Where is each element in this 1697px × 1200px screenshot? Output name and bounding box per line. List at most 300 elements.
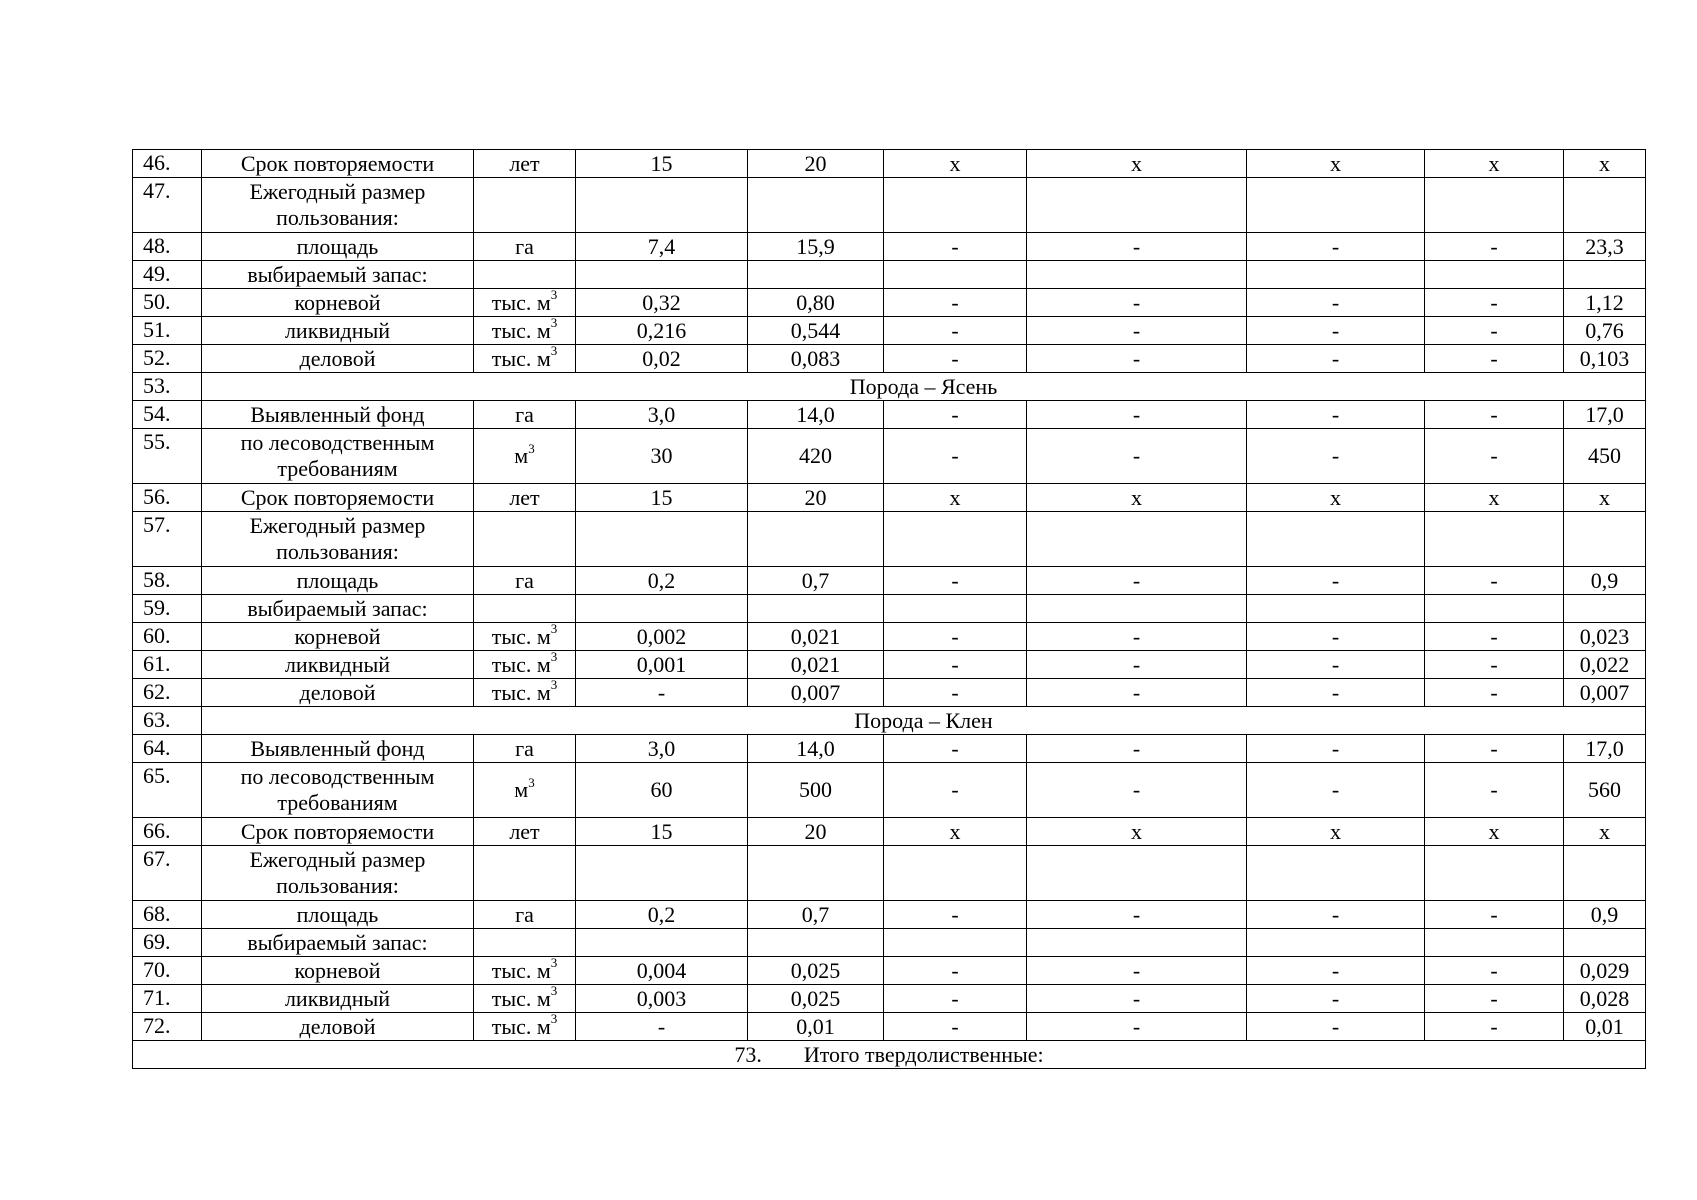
value-cell: - — [1027, 233, 1247, 261]
unit-text: тыс. м — [491, 623, 551, 649]
row-label: деловой — [202, 345, 474, 373]
row-number: 62. — [133, 679, 202, 707]
row-number: 51. — [133, 317, 202, 345]
value-cell — [576, 595, 748, 623]
value-cell — [1425, 178, 1564, 233]
row-number: 71. — [133, 985, 202, 1013]
value-cell: 0,029 — [1564, 957, 1646, 985]
unit-cell — [474, 679, 576, 707]
value-cell: 420 — [748, 429, 884, 484]
value-cell: - — [1247, 679, 1425, 707]
table-row — [133, 150, 1646, 178]
value-cell — [884, 595, 1027, 623]
value-cell: - — [576, 1013, 748, 1041]
unit-text: лет — [509, 484, 540, 510]
value-cell: - — [1027, 735, 1247, 763]
row-label: площадь — [202, 567, 474, 595]
table-row — [133, 484, 1646, 512]
unit-cell — [474, 567, 576, 595]
value-cell — [748, 595, 884, 623]
unit-superscript: 3 — [550, 956, 558, 971]
row-number: 57. — [133, 512, 202, 567]
value-cell: - — [576, 679, 748, 707]
unit-cell — [474, 1013, 576, 1041]
unit-text: тыс. м — [491, 1013, 551, 1039]
unit-superscript: 3 — [528, 774, 535, 790]
value-cell: 0,76 — [1564, 317, 1646, 345]
value-cell: - — [1425, 289, 1564, 317]
row-label: по лесоводственным требованиям — [202, 429, 474, 484]
value-cell — [884, 846, 1027, 901]
unit-text: га — [515, 233, 534, 259]
row-number: 68. — [133, 901, 202, 929]
value-cell: x — [1027, 818, 1247, 846]
row-label: площадь — [202, 233, 474, 261]
value-cell: - — [1247, 1013, 1425, 1041]
row-number: 64. — [133, 735, 202, 763]
unit-text: тыс. м — [491, 289, 551, 315]
value-cell: - — [1247, 401, 1425, 429]
row-number: 60. — [133, 623, 202, 651]
row-number: 73. — [734, 1041, 762, 1067]
value-cell: 0,007 — [1564, 679, 1646, 707]
value-cell: - — [884, 401, 1027, 429]
value-cell: 0,02 — [576, 345, 748, 373]
value-cell: 0,025 — [748, 985, 884, 1013]
value-cell: - — [884, 735, 1027, 763]
value-cell: - — [1425, 763, 1564, 818]
unit-cell — [474, 401, 576, 429]
unit-superscript: 3 — [550, 316, 558, 331]
value-cell: - — [1027, 401, 1247, 429]
value-cell: - — [1027, 623, 1247, 651]
value-cell — [1247, 261, 1425, 289]
table-row — [133, 818, 1646, 846]
value-cell: - — [1247, 345, 1425, 373]
value-cell: x — [1564, 150, 1646, 178]
value-cell: 0,004 — [576, 957, 748, 985]
value-cell: - — [884, 901, 1027, 929]
value-cell: - — [1425, 679, 1564, 707]
row-number: 54. — [133, 401, 202, 429]
unit-cell — [474, 429, 576, 484]
value-cell: x — [1247, 150, 1425, 178]
value-cell: x — [884, 150, 1027, 178]
value-cell — [576, 846, 748, 901]
section-row — [133, 373, 1646, 401]
row-number: 49. — [133, 261, 202, 289]
value-cell: 7,4 — [576, 233, 748, 261]
value-cell: 560 — [1564, 763, 1646, 818]
value-cell: - — [1425, 735, 1564, 763]
value-cell: - — [1027, 901, 1247, 929]
row-number: 56. — [133, 484, 202, 512]
row-label: Ежегодный размер пользования: — [202, 178, 474, 233]
value-cell: - — [1027, 679, 1247, 707]
unit-cell — [474, 651, 576, 679]
total-row — [133, 1041, 1646, 1069]
unit-superscript: 3 — [550, 288, 558, 303]
unit-text: га — [515, 401, 534, 427]
value-cell: 15,9 — [748, 233, 884, 261]
row-label: по лесоводственным требованиям — [202, 763, 474, 818]
value-cell: 0,021 — [748, 651, 884, 679]
value-cell: - — [1425, 623, 1564, 651]
unit-cell — [474, 957, 576, 985]
row-label: Срок повторяемости — [202, 150, 474, 178]
value-cell — [748, 261, 884, 289]
value-cell: - — [884, 651, 1027, 679]
unit-cell — [474, 763, 576, 818]
value-cell — [1027, 595, 1247, 623]
unit-text: м — [514, 443, 529, 468]
value-cell: 60 — [576, 763, 748, 818]
row-label: ликвидный — [202, 985, 474, 1013]
table-row — [133, 763, 1646, 818]
value-cell: - — [1425, 985, 1564, 1013]
unit-cell — [474, 846, 576, 901]
value-cell: 0,01 — [748, 1013, 884, 1041]
value-cell: - — [1425, 233, 1564, 261]
row-number: 65. — [133, 763, 202, 818]
unit-superscript: 3 — [550, 1012, 558, 1027]
value-cell — [576, 178, 748, 233]
value-cell: - — [1425, 345, 1564, 373]
value-cell — [1564, 261, 1646, 289]
unit-cell — [474, 345, 576, 373]
value-cell — [1027, 261, 1247, 289]
value-cell: 0,021 — [748, 623, 884, 651]
value-cell: 23,3 — [1564, 233, 1646, 261]
unit-cell — [474, 595, 576, 623]
value-cell: x — [1247, 484, 1425, 512]
value-cell: - — [1027, 289, 1247, 317]
table-body — [133, 150, 1646, 1069]
row-label: корневой — [202, 957, 474, 985]
value-cell — [748, 846, 884, 901]
row-number: 72. — [133, 1013, 202, 1041]
row-label: корневой — [202, 289, 474, 317]
table-row — [133, 929, 1646, 957]
row-number: 58. — [133, 567, 202, 595]
row-label: Ежегодный размер пользования: — [202, 846, 474, 901]
value-cell: 0,216 — [576, 317, 748, 345]
value-cell: - — [1425, 567, 1564, 595]
value-cell: 0,001 — [576, 651, 748, 679]
value-cell: - — [1027, 763, 1247, 818]
unit-text: тыс. м — [491, 957, 551, 983]
row-label: деловой — [202, 1013, 474, 1041]
table-row — [133, 233, 1646, 261]
value-cell — [1425, 595, 1564, 623]
unit-cell — [474, 289, 576, 317]
total-title: Итого твердолиственные: — [803, 1041, 1044, 1067]
value-cell — [1247, 846, 1425, 901]
unit-text: га — [515, 901, 534, 927]
value-cell — [1564, 595, 1646, 623]
value-cell: 0,007 — [748, 679, 884, 707]
value-cell: - — [1027, 651, 1247, 679]
table-row — [133, 735, 1646, 763]
value-cell: - — [884, 985, 1027, 1013]
value-cell: 0,9 — [1564, 567, 1646, 595]
value-cell: - — [884, 763, 1027, 818]
value-cell: - — [884, 429, 1027, 484]
row-label: Выявленный фонд — [202, 735, 474, 763]
total-cell — [133, 1041, 1646, 1069]
value-cell — [1425, 929, 1564, 957]
unit-text: тыс. м — [491, 985, 551, 1011]
table-row — [133, 178, 1646, 233]
value-cell — [1247, 929, 1425, 957]
row-label: ликвидный — [202, 317, 474, 345]
value-cell — [884, 178, 1027, 233]
value-cell: 0,32 — [576, 289, 748, 317]
value-cell: - — [884, 345, 1027, 373]
data-table — [132, 149, 1646, 1069]
row-number: 63. — [133, 707, 202, 735]
unit-cell — [474, 901, 576, 929]
unit-superscript: 3 — [550, 344, 558, 359]
row-label: Ежегодный размер пользования: — [202, 512, 474, 567]
value-cell: 20 — [748, 484, 884, 512]
value-cell: 3,0 — [576, 401, 748, 429]
value-cell: - — [1027, 429, 1247, 484]
value-cell: - — [1247, 429, 1425, 484]
row-label: выбираемый запас: — [202, 261, 474, 289]
row-label: площадь — [202, 901, 474, 929]
unit-cell — [474, 233, 576, 261]
row-label: деловой — [202, 679, 474, 707]
unit-text: тыс. м — [491, 317, 551, 343]
value-cell: - — [1027, 957, 1247, 985]
value-cell: - — [1425, 901, 1564, 929]
value-cell: - — [1027, 345, 1247, 373]
unit-text: лет — [509, 818, 540, 844]
value-cell: - — [1027, 985, 1247, 1013]
unit-superscript: 3 — [550, 984, 558, 999]
row-number: 66. — [133, 818, 202, 846]
value-cell — [1247, 595, 1425, 623]
value-cell: - — [1247, 901, 1425, 929]
value-cell — [1027, 178, 1247, 233]
value-cell: 0,022 — [1564, 651, 1646, 679]
unit-cell — [474, 818, 576, 846]
value-cell — [1247, 512, 1425, 567]
unit-cell — [474, 929, 576, 957]
value-cell: - — [884, 1013, 1027, 1041]
value-cell — [1027, 929, 1247, 957]
value-cell: - — [1027, 317, 1247, 345]
value-cell: x — [1247, 818, 1425, 846]
unit-superscript: 3 — [550, 650, 558, 665]
table-row — [133, 317, 1646, 345]
value-cell — [1425, 846, 1564, 901]
row-label: выбираемый запас: — [202, 929, 474, 957]
value-cell: - — [1247, 735, 1425, 763]
unit-cell — [474, 985, 576, 1013]
value-cell: 0,028 — [1564, 985, 1646, 1013]
table-row — [133, 1013, 1646, 1041]
value-cell — [1425, 512, 1564, 567]
value-cell: 0,2 — [576, 901, 748, 929]
row-number: 70. — [133, 957, 202, 985]
value-cell: - — [1247, 957, 1425, 985]
value-cell: - — [1247, 317, 1425, 345]
row-label: Срок повторяемости — [202, 818, 474, 846]
value-cell: - — [1027, 1013, 1247, 1041]
value-cell: - — [1247, 985, 1425, 1013]
value-cell: x — [1425, 484, 1564, 512]
value-cell: - — [884, 317, 1027, 345]
table-row — [133, 512, 1646, 567]
value-cell: 0,7 — [748, 567, 884, 595]
row-label: ликвидный — [202, 651, 474, 679]
section-title: Порода – Клен — [202, 707, 1646, 735]
value-cell — [748, 178, 884, 233]
value-cell: - — [1425, 651, 1564, 679]
table-row — [133, 651, 1646, 679]
value-cell — [576, 261, 748, 289]
value-cell: 14,0 — [748, 401, 884, 429]
value-cell: 20 — [748, 150, 884, 178]
unit-text: га — [515, 567, 534, 593]
row-number: 67. — [133, 846, 202, 901]
table-row — [133, 623, 1646, 651]
value-cell: - — [1425, 401, 1564, 429]
row-number: 61. — [133, 651, 202, 679]
value-cell — [1027, 512, 1247, 567]
row-label: выбираемый запас: — [202, 595, 474, 623]
table-row — [133, 429, 1646, 484]
value-cell: - — [1247, 289, 1425, 317]
unit-text: га — [515, 735, 534, 761]
table-row — [133, 289, 1646, 317]
row-number: 52. — [133, 345, 202, 373]
table-row — [133, 985, 1646, 1013]
value-cell — [884, 512, 1027, 567]
value-cell: x — [1027, 484, 1247, 512]
row-label: Срок повторяемости — [202, 484, 474, 512]
row-number: 53. — [133, 373, 202, 401]
value-cell: - — [1247, 651, 1425, 679]
value-cell: x — [884, 818, 1027, 846]
table-row — [133, 957, 1646, 985]
row-label: корневой — [202, 623, 474, 651]
value-cell: 1,12 — [1564, 289, 1646, 317]
value-cell: 450 — [1564, 429, 1646, 484]
value-cell: 15 — [576, 150, 748, 178]
value-cell: - — [1247, 763, 1425, 818]
value-cell — [1564, 929, 1646, 957]
section-title: Порода – Ясень — [202, 373, 1646, 401]
value-cell: - — [1425, 1013, 1564, 1041]
section-row — [133, 707, 1646, 735]
row-number: 55. — [133, 429, 202, 484]
unit-text: тыс. м — [491, 651, 551, 677]
table-row — [133, 261, 1646, 289]
value-cell: - — [1247, 233, 1425, 261]
value-cell: 14,0 — [748, 735, 884, 763]
row-number: 69. — [133, 929, 202, 957]
value-cell: 0,2 — [576, 567, 748, 595]
value-cell — [1564, 512, 1646, 567]
unit-cell — [474, 484, 576, 512]
unit-superscript: 3 — [550, 678, 558, 693]
value-cell: 30 — [576, 429, 748, 484]
value-cell: x — [1564, 818, 1646, 846]
value-cell: x — [1425, 150, 1564, 178]
table-row — [133, 679, 1646, 707]
value-cell — [1564, 178, 1646, 233]
value-cell — [1027, 846, 1247, 901]
unit-text: м — [514, 777, 529, 802]
value-cell — [576, 512, 748, 567]
unit-superscript: 3 — [528, 440, 535, 456]
table-row — [133, 401, 1646, 429]
value-cell: - — [884, 679, 1027, 707]
value-cell: - — [1425, 317, 1564, 345]
row-label: Выявленный фонд — [202, 401, 474, 429]
value-cell: 15 — [576, 818, 748, 846]
value-cell — [884, 929, 1027, 957]
value-cell: 0,544 — [748, 317, 884, 345]
value-cell: 0,002 — [576, 623, 748, 651]
value-cell: 0,003 — [576, 985, 748, 1013]
value-cell: 3,0 — [576, 735, 748, 763]
table-row — [133, 567, 1646, 595]
unit-cell — [474, 623, 576, 651]
row-number: 48. — [133, 233, 202, 261]
value-cell: x — [1564, 484, 1646, 512]
value-cell: x — [1027, 150, 1247, 178]
value-cell: - — [1247, 623, 1425, 651]
unit-cell — [474, 317, 576, 345]
value-cell: 0,103 — [1564, 345, 1646, 373]
table-row — [133, 901, 1646, 929]
value-cell: - — [884, 567, 1027, 595]
row-number: 46. — [133, 150, 202, 178]
value-cell: 0,9 — [1564, 901, 1646, 929]
value-cell: 20 — [748, 818, 884, 846]
unit-text: тыс. м — [491, 345, 551, 371]
value-cell: 0,083 — [748, 345, 884, 373]
value-cell: - — [1027, 567, 1247, 595]
value-cell: 0,025 — [748, 957, 884, 985]
value-cell: - — [884, 233, 1027, 261]
value-cell — [884, 261, 1027, 289]
unit-cell — [474, 512, 576, 567]
value-cell: 0,7 — [748, 901, 884, 929]
value-cell: - — [1247, 567, 1425, 595]
value-cell: - — [884, 623, 1027, 651]
table-row — [133, 846, 1646, 901]
unit-text: лет — [509, 150, 540, 176]
unit-cell — [474, 150, 576, 178]
value-cell — [576, 929, 748, 957]
row-number: 50. — [133, 289, 202, 317]
value-cell: - — [884, 957, 1027, 985]
unit-text: тыс. м — [491, 679, 551, 705]
value-cell: 500 — [748, 763, 884, 818]
value-cell: - — [1425, 957, 1564, 985]
table-row — [133, 595, 1646, 623]
value-cell — [1425, 261, 1564, 289]
unit-superscript: 3 — [550, 622, 558, 637]
value-cell: - — [1425, 429, 1564, 484]
value-cell — [1564, 846, 1646, 901]
value-cell: 0,023 — [1564, 623, 1646, 651]
